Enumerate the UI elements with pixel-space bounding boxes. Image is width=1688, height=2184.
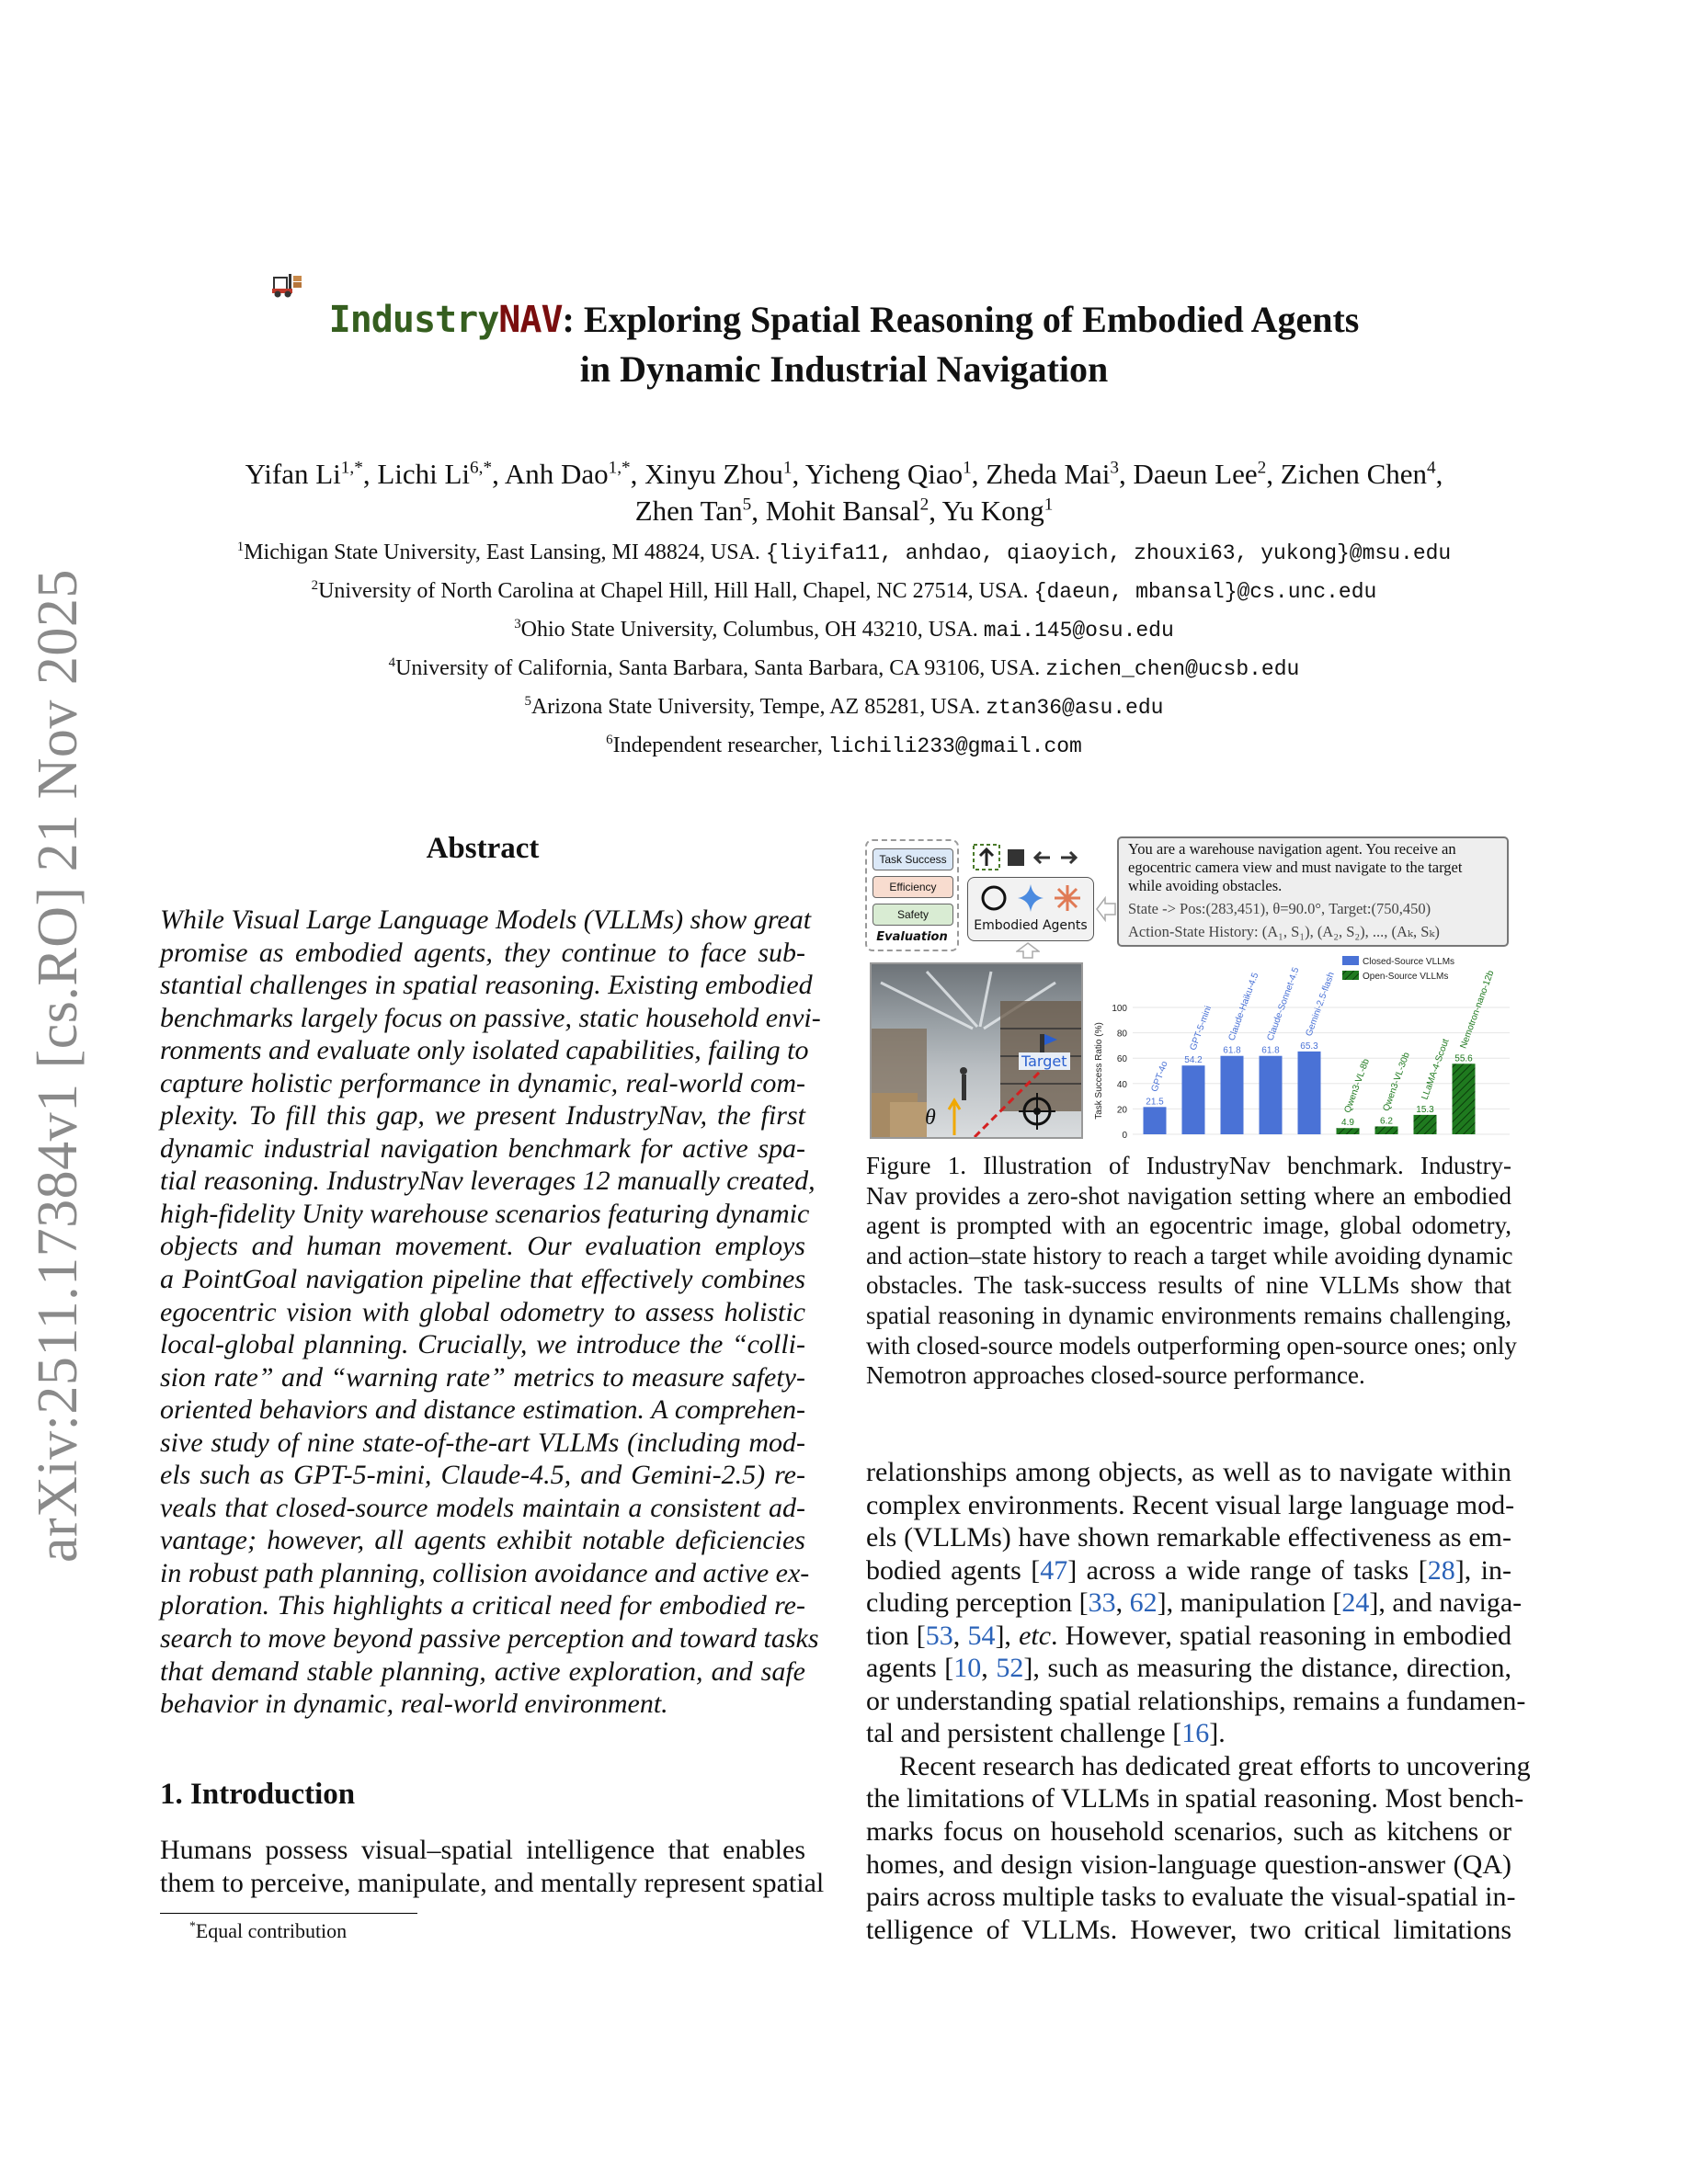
legend-label: Open-Source VLLMs: [1363, 972, 1449, 982]
prompt-state: State -> Pos:(283,451), θ=90.0°, Target:(750,450): [1128, 900, 1431, 917]
affiliation-email: ztan36@asu.edu: [986, 696, 1164, 720]
text-line: the limitations of VLLMs in spatial reasoning. Most bench-: [866, 1783, 1524, 1814]
footnote-rule: [160, 1913, 417, 1914]
text-line: els such as GPT-5-mini, Claude-4.5, and Gemini-2.5) re-: [160, 1460, 805, 1491]
text-line: stantial challenges in spatial reasoning. Existing embodied: [160, 970, 813, 1001]
bar-value-label: 61.8: [1223, 1045, 1241, 1056]
text-line: egocentric vision with global odometry to assess holistic: [160, 1296, 805, 1327]
text-line: tal and persistent challenge [16].: [866, 1718, 1226, 1749]
author-name: Yifan Li: [245, 458, 341, 490]
bar-qwen3-vl-30b: [1375, 1126, 1398, 1134]
bar-category-label: Nemotron-nano-12b: [1458, 969, 1497, 1051]
text-line: homes, and design vision-language question-answer (QA): [866, 1848, 1511, 1880]
bar-category-label: GPT-5-mini: [1188, 1004, 1215, 1052]
author-name: Mohit Bansal: [765, 495, 920, 527]
text-line: benchmarks largely focus on passive, static household envi-: [160, 1002, 821, 1033]
text-line: ronments and evaluate only isolated capabilities, failing to: [160, 1035, 809, 1066]
author-name: Daeun Lee: [1133, 458, 1258, 490]
bar-category-label: Claude-Sonnet-4.5: [1265, 966, 1302, 1042]
eval-task-success: Task Success: [873, 848, 953, 870]
text-line: a PointGoal navigation pipeline that effectively combines: [160, 1264, 805, 1295]
author-affiliation-mark: 4: [1427, 458, 1436, 478]
author-name: Lichi Li: [377, 458, 471, 490]
affiliation-email: {liyifa11, anhdao, qiaoyich, zhouxi63, yukong}@msu.edu: [765, 541, 1452, 565]
citation-link[interactable]: 10: [953, 1653, 982, 1684]
up-arrow-icon: [980, 849, 993, 866]
text-line: agents [10, 52], such as measuring the distance, direction,: [866, 1653, 1511, 1684]
bar-value-label: 21.5: [1146, 1097, 1164, 1108]
text-line: oriented behaviors and distance estimation. A comprehen-: [160, 1394, 805, 1426]
affiliations: [0, 534, 1688, 766]
up-hollow-arrow-icon: [1016, 942, 1040, 963]
action-icons: [973, 844, 1094, 876]
author-affiliation-mark: 1,*: [340, 458, 363, 478]
author-affiliation-mark: 2: [1257, 458, 1267, 478]
text-line: sion rate” and “warning rate” metrics to measure safety-: [160, 1361, 805, 1393]
y-tick-label: 40: [1116, 1079, 1127, 1090]
legend-swatch: [1342, 971, 1359, 980]
text-line: agent is prompted with an egocentric image, global odometry,: [866, 1211, 1511, 1240]
target-label: Target: [1019, 1052, 1070, 1070]
eval-label: Evaluation: [876, 930, 948, 944]
text-line: marks focus on household scenarios, such as kitchens or: [866, 1816, 1511, 1848]
author-affiliation-mark: 1: [782, 458, 793, 478]
logo-text-nav: NAV: [498, 299, 563, 341]
eval-efficiency: Efficiency: [873, 876, 953, 898]
right-arrow-icon: [1061, 852, 1076, 863]
authors-line2: Zhen Tan$^5$, Mohit Bansal$^2$, Yu Kong$^1$: [634, 495, 1054, 527]
author-affiliation-mark: 6,*: [470, 458, 493, 478]
bar-value-label: 6.2: [1380, 1116, 1393, 1127]
author-name: Zichen Chen: [1280, 458, 1428, 490]
citation-link[interactable]: 16: [1181, 1718, 1210, 1749]
bar-category-label: Qwen3-VL-8b: [1342, 1057, 1372, 1115]
affiliation-line: $^5$Arizona State University, Tempe, AZ 85281, USA. ztan36@asu.edu: [524, 694, 1164, 720]
text-line: promise as embodied agents, they continue to face sub-: [160, 937, 805, 968]
bar-llama-4-scout: [1414, 1115, 1437, 1134]
author-affiliation-mark: 1: [963, 458, 972, 478]
text-line: and action–state history to reach a target while avoiding dynamic: [866, 1241, 1513, 1269]
text-line: search to move beyond passive perception and toward tasks: [160, 1623, 819, 1655]
citation-link[interactable]: 33: [1088, 1587, 1116, 1619]
text-line: Nav provides a zero-shot navigation setting where an embodied: [866, 1181, 1511, 1210]
author-name: Yu Kong: [941, 495, 1044, 527]
text-line: Humans possess visual–spatial intelligence that enables: [160, 1835, 805, 1865]
text-line: that demand stable planning, active exploration, and safe: [160, 1655, 805, 1687]
human-figure: [962, 1075, 966, 1100]
bar-gemini-2.5-flash: [1298, 1052, 1321, 1134]
paper-title-line2: in Dynamic Industrial Navigation: [579, 348, 1109, 390]
eval-safety: Safety: [873, 904, 953, 926]
bar-value-label: 15.3: [1416, 1104, 1434, 1115]
embodied-agents-label: Embodied Agents: [974, 918, 1088, 933]
citation-link[interactable]: 54: [967, 1620, 996, 1651]
bar-value-label: 65.3: [1300, 1041, 1318, 1052]
text-line: dynamic industrial navigation benchmark for active spa-: [160, 1132, 805, 1164]
introduction-heading: 1. Introduction: [160, 1778, 356, 1811]
introduction-body-right: [866, 1456, 1531, 1946]
text-line: or understanding spatial relationships, remains a fundamen-: [866, 1685, 1526, 1716]
affiliation-email: zichen_chen@ucsb.edu: [1045, 657, 1300, 681]
theta-label: θ: [925, 1106, 936, 1130]
bar-value-label: 54.2: [1184, 1055, 1203, 1066]
author-name: Xinyu Zhou: [644, 458, 783, 490]
text-line: cluding perception [33, 62], manipulation [24], and naviga-: [866, 1587, 1523, 1619]
bar-category-label: Claude-Haiku-4.5: [1226, 971, 1261, 1042]
text-line: ploration. This highlights a critical need for embodied re-: [160, 1590, 805, 1621]
bar-category-label: Qwen3-VL-30b: [1381, 1051, 1412, 1113]
bar-value-label: 61.8: [1261, 1045, 1280, 1056]
citation-link[interactable]: 53: [925, 1620, 953, 1651]
text-line: objects and human movement. Our evaluation employs: [160, 1231, 805, 1262]
text-line: in robust path planning, collision avoidance and active ex-: [160, 1557, 810, 1588]
text-line: plexity. To fill this gap, we present IndustryNav, the first: [160, 1100, 805, 1132]
prompt-intro: You are a warehouse navigation agent. You receive an egocentric camera view and must navigate to the target while avoiding obstacles.: [1128, 840, 1463, 894]
y-axis-label: Task Success Ratio (%): [1094, 1022, 1104, 1120]
y-tick-label: 60: [1116, 1054, 1127, 1065]
prompt-history: Action-State History: (A₁, S₁), (A₂, S₂), ..., (Aₖ, Sₖ): [1128, 923, 1440, 940]
affiliation-line: $^2$University of North Carolina at Chapel Hill, Hill Hall, Chapel, NC 27514, USA. {daeun, mbansal}@cs.unc.edu: [311, 578, 1377, 604]
text-line: While Visual Large Language Models (VLLMs) show great: [160, 904, 812, 935]
text-line: vantage; however, all agents exhibit notable deficiencies: [160, 1525, 805, 1556]
abstract-heading: Abstract: [426, 832, 540, 865]
author-name: Anh Dao: [504, 458, 609, 490]
affiliation-email: mai.145@osu.edu: [983, 619, 1174, 643]
figure-caption: [866, 1151, 1517, 1391]
author-affiliation-mark: 1,*: [608, 458, 631, 478]
author-name: Yicheng Qiao: [804, 458, 964, 490]
affiliation-line: $^1$Michigan State University, East Lansing, MI 48824, USA. {liyifa11, anhdao, qiaoyich, zhouxi63, yukong}@msu.edu: [236, 540, 1452, 565]
legend-swatch: [1342, 956, 1359, 965]
bar-nemotron-nano-12b: [1453, 1064, 1476, 1134]
affiliation-line: $^4$University of California, Santa Barbara, Santa Barbara, CA 93106, USA. zichen_chen@ucsb.edu: [388, 655, 1300, 681]
text-line: high-fidelity Unity warehouse scenarios featuring dynamic: [160, 1198, 810, 1229]
text-line: tial reasoning. IndustryNav leverages 12 manually created,: [160, 1166, 815, 1197]
affiliation-email: {daeun, mbansal}@cs.unc.edu: [1033, 580, 1377, 604]
task-success-bar-chart: [1085, 950, 1511, 1149]
text-line: complex environments. Recent visual large language mod-: [866, 1489, 1515, 1520]
citation-link[interactable]: 24: [1341, 1587, 1370, 1619]
authors-line1: Yifan $Li^{1,*}$, Lichi $Li^{6,*}$, Anh Dao$^{1,*}$, Xinyu Zhou$^1$, Yicheng Qiao$^1$, Zheda Mai$^3$, Daeun Lee$^2$, Zichen Chen$^4$,: [245, 458, 1443, 490]
author-affiliation-mark: 5: [742, 495, 752, 515]
abstract-body: [160, 904, 821, 1721]
model-logos-icon: [975, 882, 1086, 914]
left-hollow-arrow-icon: [1096, 896, 1116, 927]
embodied-agents-box: [967, 877, 1094, 941]
author-affiliation-mark: 1: [1044, 495, 1054, 515]
y-tick-label: 0: [1122, 1131, 1127, 1141]
evaluation-box: [865, 839, 959, 951]
citation-link[interactable]: 47: [1040, 1554, 1068, 1586]
text-line: els (VLLMs) have shown remarkable effectiveness as em-: [866, 1522, 1511, 1553]
text-line: with closed-source models outperforming open-source ones; only: [866, 1331, 1517, 1359]
bar-value-label: 55.6: [1454, 1053, 1473, 1064]
text-line: sive study of nine state-of-the-art VLLMs (including mod-: [160, 1427, 805, 1458]
bar-gpt-4o: [1144, 1107, 1167, 1134]
text-line: spatial reasoning in dynamic environments remains challenging,: [866, 1301, 1511, 1329]
text-line: tion [53, 54], etc. However, spatial reasoning in embodied: [866, 1620, 1512, 1651]
citation-link[interactable]: 52: [996, 1653, 1024, 1684]
paper-title-line1: [0, 295, 1688, 345]
text-line: Recent research has dedicated great efforts to uncovering: [899, 1750, 1531, 1781]
text-line: Figure 1. Illustration of IndustryNav benchmark. Industry-: [866, 1152, 1511, 1179]
left-arrow-icon: [1035, 852, 1050, 863]
bar-category-label: Gemini-2.5-flash: [1304, 971, 1337, 1038]
legend-label: Closed-Source VLLMs: [1363, 957, 1455, 967]
citation-link[interactable]: 62: [1129, 1587, 1158, 1619]
affiliation-line: $^6$Independent researcher, lichili233@gmail.com: [606, 733, 1082, 758]
stop-action-icon: [1008, 849, 1024, 866]
heading-arrow-icon: [949, 1100, 960, 1135]
bar-category-label: GPT-4o: [1149, 1060, 1170, 1094]
title-text: : Exploring Spatial Reasoning of Embodied Agents: [562, 299, 1360, 340]
text-line: obstacles. The task-success results of nine VLLMs show that: [866, 1271, 1511, 1300]
author-affiliation-mark: 2: [919, 495, 930, 515]
text-line: them to perceive, manipulate, and mentally represent spatial: [160, 1867, 825, 1898]
text-line: capture holistic performance in dynamic, real-world com-: [160, 1067, 805, 1098]
affiliation-line: $^3$Ohio State University, Columbus, OH 43210, USA. mai.145@osu.edu: [514, 617, 1174, 643]
y-tick-label: 100: [1112, 1004, 1127, 1014]
text-line: bodied agents [47] across a wide range of tasks [28], in-: [866, 1554, 1511, 1586]
text-line: pairs across multiple tasks to evaluate the visual-spatial in-: [866, 1882, 1516, 1913]
warehouse-egocentric-image: [870, 962, 1083, 1139]
text-line: behavior in dynamic, real-world environment.: [160, 1689, 668, 1720]
prompt-box: [1117, 836, 1509, 947]
arxiv-identifier: arXiv:2511.17384v1 [cs.RO] 21 Nov 2025: [27, 569, 89, 1563]
logo-text-industry: Industry: [328, 299, 499, 341]
bar-gpt-5-mini: [1182, 1065, 1205, 1134]
bar-claude-sonnet-4.5: [1260, 1056, 1283, 1134]
bar-claude-haiku-4.5: [1221, 1056, 1244, 1134]
y-tick-label: 80: [1116, 1029, 1127, 1040]
bar-category-label: LLaMA-4-Scout: [1420, 1037, 1452, 1101]
author-name: Zheda Mai: [986, 458, 1111, 490]
author-affiliation-mark: 3: [1110, 458, 1120, 478]
bar-qwen3-vl-8b: [1337, 1128, 1360, 1134]
text-line: Nemotron approaches closed-source performance.: [866, 1361, 1365, 1390]
introduction-body-left: [160, 1834, 825, 1899]
author-name: Zhen Tan: [634, 495, 743, 527]
text-line: veals that closed-source models maintain a consistent ad-: [160, 1492, 805, 1523]
y-tick-label: 20: [1116, 1105, 1127, 1116]
text-line: local-global planning. Crucially, we introduce the “colli-: [160, 1329, 805, 1360]
text-line: relationships among objects, as well as to navigate within: [866, 1457, 1511, 1487]
citation-link[interactable]: 28: [1427, 1554, 1455, 1586]
affiliation-email: lichili233@gmail.com: [827, 734, 1082, 758]
bar-value-label: 4.9: [1341, 1118, 1354, 1129]
footnote: *Equal contribution: [189, 1918, 348, 1942]
text-line: telligence of VLLMs. However, two critical limitations: [866, 1914, 1511, 1945]
